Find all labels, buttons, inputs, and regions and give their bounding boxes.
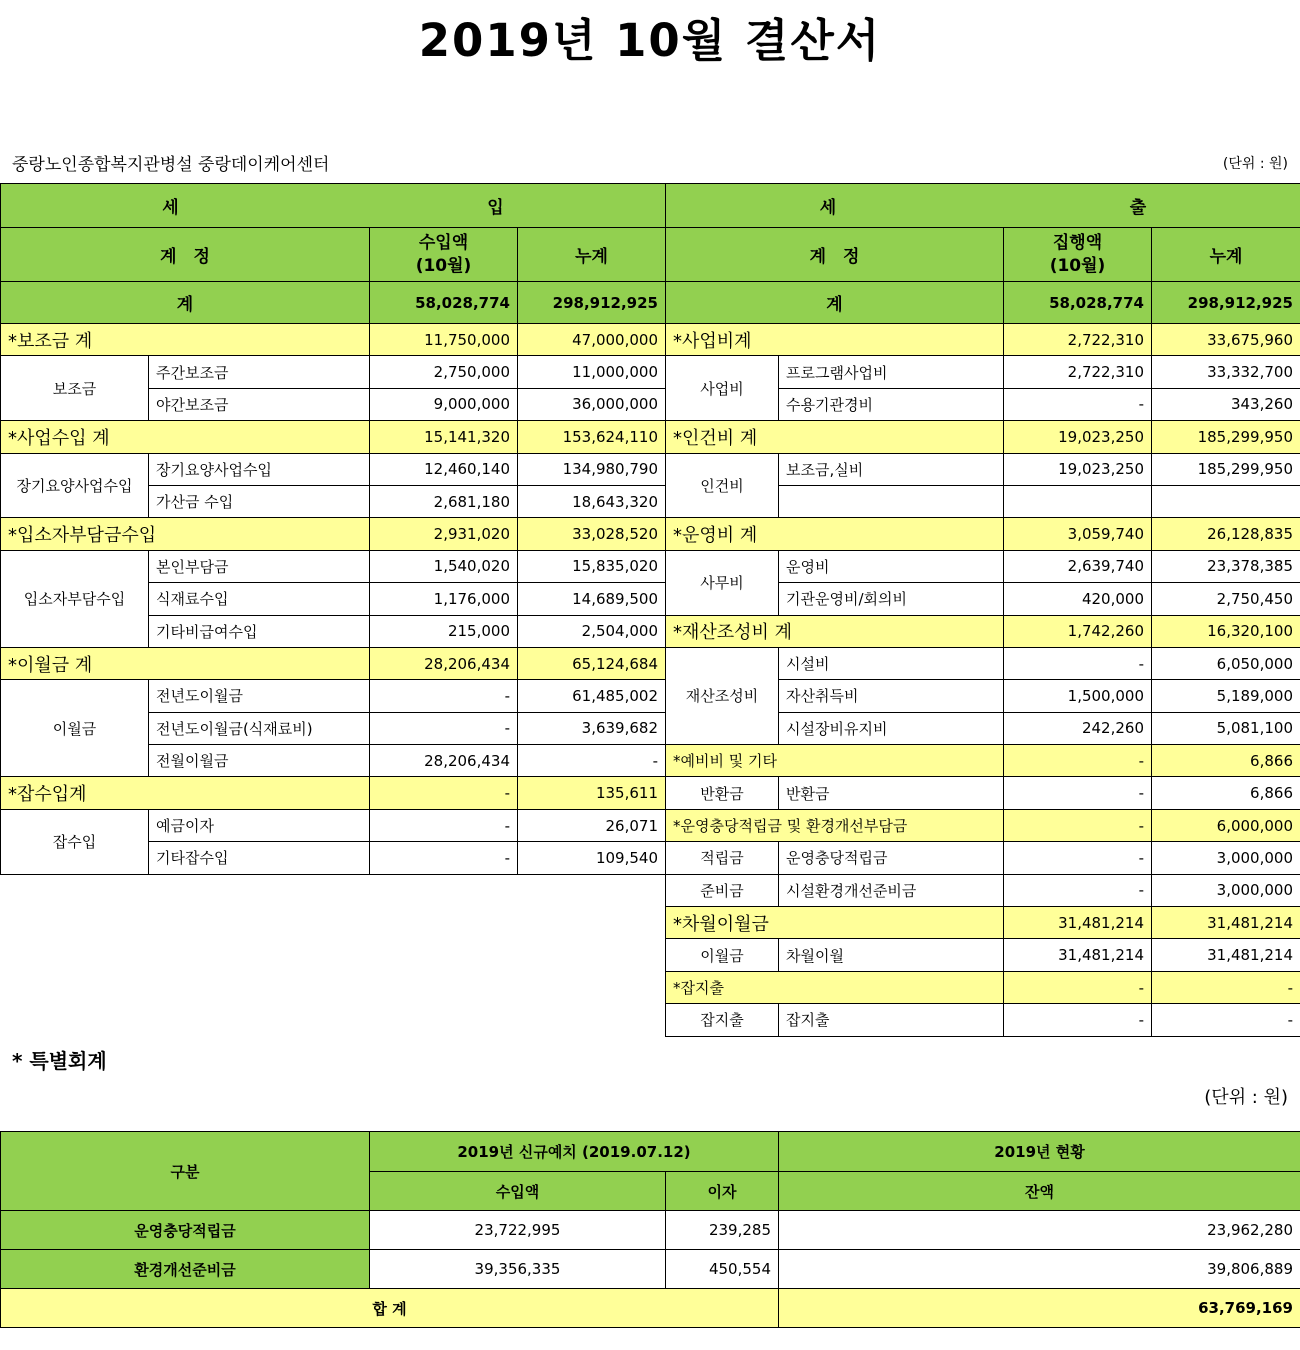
special-unit-label: (단위 : 원) bbox=[1204, 1087, 1288, 1108]
income-item-month: 1,176,000 bbox=[370, 583, 518, 615]
income-item-name: 전년도이월금 bbox=[149, 680, 370, 712]
special-total-label: 합 계 bbox=[1, 1289, 779, 1328]
expense-subtotal-cum: 33,675,960 bbox=[1152, 324, 1300, 356]
expense-item-cum: 23,378,385 bbox=[1152, 550, 1300, 582]
expense-item-name: 운영비 bbox=[779, 550, 1004, 582]
expense-item-cum: 185,299,950 bbox=[1152, 453, 1300, 485]
income-item-name: 장기요양사업수입 bbox=[149, 453, 370, 485]
income-group-label: 장기요양사업수입 bbox=[1, 453, 149, 518]
expense-item-month bbox=[1004, 485, 1152, 517]
income-item-cum: 15,835,020 bbox=[518, 550, 666, 582]
organization-name: 중랑노인종합복지관병설 중랑데이케어센터 bbox=[12, 155, 330, 175]
income-item-cum: 2,504,000 bbox=[518, 615, 666, 647]
expense-item-name: 보조금,실비 bbox=[779, 453, 1004, 485]
income-subtotal-label: *사업수입 계 bbox=[1, 421, 370, 453]
expense-header: 세 출 bbox=[666, 184, 1300, 228]
income-item-name: 기타잡수입 bbox=[149, 842, 370, 874]
expense-group-label: 반환금 bbox=[666, 777, 779, 809]
income-item-month: - bbox=[370, 842, 518, 874]
expense-item-month: 420,000 bbox=[1004, 583, 1152, 615]
special-balance-header: 잔액 bbox=[779, 1172, 1300, 1211]
expense-subtotal-cum: 6,000,000 bbox=[1152, 809, 1300, 841]
income-total-cum: 298,912,925 bbox=[518, 282, 666, 324]
budget-table bbox=[0, 183, 1300, 1037]
income-subtotal-label: *잡수입계 bbox=[1, 777, 370, 809]
special-row-balance: 23,962,280 bbox=[779, 1211, 1300, 1250]
expense-subtotal-label: *사업비계 bbox=[666, 324, 1004, 356]
expense-item-cum: 6,866 bbox=[1152, 777, 1300, 809]
income-item-name: 가산금 수입 bbox=[149, 485, 370, 517]
expense-item-month: 2,639,740 bbox=[1004, 550, 1152, 582]
expense-month-header: 집행액 (10월) bbox=[1004, 228, 1152, 282]
special-row-name: 환경개선준비금 bbox=[1, 1250, 370, 1289]
expense-group-label: 준비금 bbox=[666, 874, 779, 906]
expense-subtotal-label: *운영충당적립금 및 환경개선부담금 bbox=[666, 809, 1004, 841]
income-subtotal-label: *입소자부담금수입 bbox=[1, 518, 370, 550]
expense-item-cum: 3,000,000 bbox=[1152, 842, 1300, 874]
expense-subtotal-month: - bbox=[1004, 971, 1152, 1003]
expense-subtotal-month: 1,742,260 bbox=[1004, 615, 1152, 647]
expense-account-header: 계 정 bbox=[666, 228, 1004, 282]
income-subtotal-month: - bbox=[370, 777, 518, 809]
expense-group-label: 재산조성비 bbox=[666, 647, 779, 744]
expense-total-month: 58,028,774 bbox=[1004, 282, 1152, 324]
income-group-label: 보조금 bbox=[1, 356, 149, 421]
expense-subtotal-cum: 185,299,950 bbox=[1152, 421, 1300, 453]
expense-item-cum: 3,000,000 bbox=[1152, 874, 1300, 906]
expense-item-month: - bbox=[1004, 1004, 1152, 1036]
income-item-cum: 18,643,320 bbox=[518, 485, 666, 517]
expense-subtotal-cum: 31,481,214 bbox=[1152, 907, 1300, 939]
income-item-name: 전년도이월금(식재료비) bbox=[149, 712, 370, 744]
income-header: 세 입 bbox=[1, 184, 666, 228]
special-row-interest: 239,285 bbox=[666, 1211, 779, 1250]
expense-item-month: - bbox=[1004, 874, 1152, 906]
income-item-month: 9,000,000 bbox=[370, 388, 518, 420]
expense-item-name: 운영충당적립금 bbox=[779, 842, 1004, 874]
special-row-amount: 39,356,335 bbox=[370, 1250, 666, 1289]
expense-item-month: - bbox=[1004, 777, 1152, 809]
income-subtotal-cum: 47,000,000 bbox=[518, 324, 666, 356]
income-subtotal-cum: 65,124,684 bbox=[518, 647, 666, 679]
expense-subtotal-month: 19,023,250 bbox=[1004, 421, 1152, 453]
expense-subtotal-month: 31,481,214 bbox=[1004, 907, 1152, 939]
expense-item-name: 기관운영비/회의비 bbox=[779, 583, 1004, 615]
income-item-cum: 61,485,002 bbox=[518, 680, 666, 712]
income-cum-header: 누계 bbox=[518, 228, 666, 282]
income-item-cum: 134,980,790 bbox=[518, 453, 666, 485]
expense-item-name: 시설장비유지비 bbox=[779, 712, 1004, 744]
expense-item-name: 잡지출 bbox=[779, 1004, 1004, 1036]
income-subtotal-cum: 153,624,110 bbox=[518, 421, 666, 453]
expense-cum-header: 누계 bbox=[1152, 228, 1300, 282]
expense-subtotal-label: *재산조성비 계 bbox=[666, 615, 1004, 647]
income-item-month: 1,540,020 bbox=[370, 550, 518, 582]
income-account-header: 계 정 bbox=[1, 228, 370, 282]
income-item-cum: 11,000,000 bbox=[518, 356, 666, 388]
special-interest-header: 이자 bbox=[666, 1172, 779, 1211]
expense-group-label: 사무비 bbox=[666, 550, 779, 615]
income-item-month: - bbox=[370, 680, 518, 712]
income-subtotal-month: 11,750,000 bbox=[370, 324, 518, 356]
expense-item-name: 자산취득비 bbox=[779, 680, 1004, 712]
expense-subtotal-month: 3,059,740 bbox=[1004, 518, 1152, 550]
income-item-cum: 3,639,682 bbox=[518, 712, 666, 744]
expense-item-cum: 31,481,214 bbox=[1152, 939, 1300, 971]
expense-item-name: 반환금 bbox=[779, 777, 1004, 809]
expense-subtotal-cum: 26,128,835 bbox=[1152, 518, 1300, 550]
expense-item-name: 시설비 bbox=[779, 647, 1004, 679]
special-row-name: 운영충당적립금 bbox=[1, 1211, 370, 1250]
income-group-label: 잡수입 bbox=[1, 809, 149, 874]
special-status-header: 2019년 현황 bbox=[779, 1132, 1300, 1172]
expense-item-name: 프로그램사업비 bbox=[779, 356, 1004, 388]
special-total-value: 63,769,169 bbox=[779, 1289, 1300, 1328]
expense-item-month: 31,481,214 bbox=[1004, 939, 1152, 971]
income-total-label: 계 bbox=[1, 282, 370, 324]
income-subtotal-label: *보조금 계 bbox=[1, 324, 370, 356]
income-item-cum: - bbox=[518, 745, 666, 777]
income-item-cum: 26,071 bbox=[518, 809, 666, 841]
income-subtotal-month: 28,206,434 bbox=[370, 647, 518, 679]
expense-item-cum: 6,050,000 bbox=[1152, 647, 1300, 679]
expense-subtotal-label: *예비비 및 기타 bbox=[666, 745, 1004, 777]
expense-subtotal-month: - bbox=[1004, 745, 1152, 777]
expense-item-cum: 33,332,700 bbox=[1152, 356, 1300, 388]
expense-total-cum: 298,912,925 bbox=[1152, 282, 1300, 324]
expense-group-label: 사업비 bbox=[666, 356, 779, 421]
income-item-month: 215,000 bbox=[370, 615, 518, 647]
income-item-name: 기타비급여수입 bbox=[149, 615, 370, 647]
expense-item-month: 242,260 bbox=[1004, 712, 1152, 744]
expense-item-name: 차월이월 bbox=[779, 939, 1004, 971]
page-title: 2019년 10월 결산서 bbox=[418, 14, 882, 67]
expense-total-label: 계 bbox=[666, 282, 1004, 324]
income-item-month: - bbox=[370, 712, 518, 744]
income-item-cum: 14,689,500 bbox=[518, 583, 666, 615]
special-row-balance: 39,806,889 bbox=[779, 1250, 1300, 1289]
expense-subtotal-label: *인건비 계 bbox=[666, 421, 1004, 453]
income-item-name: 야간보조금 bbox=[149, 388, 370, 420]
income-item-cum: 36,000,000 bbox=[518, 388, 666, 420]
expense-item-cum bbox=[1152, 485, 1300, 517]
expense-group-label: 이월금 bbox=[666, 939, 779, 971]
income-item-name: 본인부담금 bbox=[149, 550, 370, 582]
expense-subtotal-cum: 6,866 bbox=[1152, 745, 1300, 777]
expense-item-month: 1,500,000 bbox=[1004, 680, 1152, 712]
income-subtotal-cum: 135,611 bbox=[518, 777, 666, 809]
special-account-table bbox=[0, 1131, 1300, 1328]
income-item-name: 전월이월금 bbox=[149, 745, 370, 777]
income-subtotal-month: 15,141,320 bbox=[370, 421, 518, 453]
special-amount-header: 수입액 bbox=[370, 1172, 666, 1211]
income-item-month: 28,206,434 bbox=[370, 745, 518, 777]
special-deposit-header: 2019년 신규예치 (2019.07.12) bbox=[370, 1132, 779, 1172]
income-item-month: 2,681,180 bbox=[370, 485, 518, 517]
expense-item-month: - bbox=[1004, 647, 1152, 679]
special-row-interest: 450,554 bbox=[666, 1250, 779, 1289]
expense-item-month: - bbox=[1004, 842, 1152, 874]
special-account-title: * 특별회계 bbox=[12, 1049, 107, 1073]
income-item-month: 12,460,140 bbox=[370, 453, 518, 485]
expense-group-label: 적립금 bbox=[666, 842, 779, 874]
special-category-header: 구분 bbox=[1, 1132, 370, 1211]
expense-group-label: 인건비 bbox=[666, 453, 779, 518]
expense-group-label: 잡지출 bbox=[666, 1004, 779, 1036]
expense-item-cum: 343,260 bbox=[1152, 388, 1300, 420]
expense-subtotal-cum: 16,320,100 bbox=[1152, 615, 1300, 647]
expense-subtotal-month: 2,722,310 bbox=[1004, 324, 1152, 356]
expense-item-name: 수용기관경비 bbox=[779, 388, 1004, 420]
expense-subtotal-label: *차월이월금 bbox=[666, 907, 1004, 939]
expense-subtotal-label: *운영비 계 bbox=[666, 518, 1004, 550]
income-subtotal-month: 2,931,020 bbox=[370, 518, 518, 550]
income-item-cum: 109,540 bbox=[518, 842, 666, 874]
expense-item-month: 19,023,250 bbox=[1004, 453, 1152, 485]
expense-item-name bbox=[779, 485, 1004, 517]
expense-subtotal-month: - bbox=[1004, 809, 1152, 841]
income-item-month: - bbox=[370, 809, 518, 841]
income-month-header: 수입액 (10월) bbox=[370, 228, 518, 282]
income-item-name: 주간보조금 bbox=[149, 356, 370, 388]
expense-item-month: - bbox=[1004, 388, 1152, 420]
expense-item-cum: - bbox=[1152, 1004, 1300, 1036]
income-subtotal-cum: 33,028,520 bbox=[518, 518, 666, 550]
expense-subtotal-cum: - bbox=[1152, 971, 1300, 1003]
income-item-name: 예금이자 bbox=[149, 809, 370, 841]
expense-item-cum: 5,189,000 bbox=[1152, 680, 1300, 712]
income-item-month: 2,750,000 bbox=[370, 356, 518, 388]
empty-area bbox=[1, 874, 666, 1036]
special-row-amount: 23,722,995 bbox=[370, 1211, 666, 1250]
expense-item-cum: 2,750,450 bbox=[1152, 583, 1300, 615]
expense-item-cum: 5,081,100 bbox=[1152, 712, 1300, 744]
expense-subtotal-label: *잡지출 bbox=[666, 971, 1004, 1003]
income-total-month: 58,028,774 bbox=[370, 282, 518, 324]
expense-item-month: 2,722,310 bbox=[1004, 356, 1152, 388]
income-subtotal-label: *이월금 계 bbox=[1, 647, 370, 679]
income-group-label: 입소자부담수입 bbox=[1, 550, 149, 647]
income-group-label: 이월금 bbox=[1, 680, 149, 777]
expense-item-name: 시설환경개선준비금 bbox=[779, 874, 1004, 906]
income-item-name: 식재료수입 bbox=[149, 583, 370, 615]
unit-label: (단위 : 원) bbox=[1222, 156, 1288, 172]
